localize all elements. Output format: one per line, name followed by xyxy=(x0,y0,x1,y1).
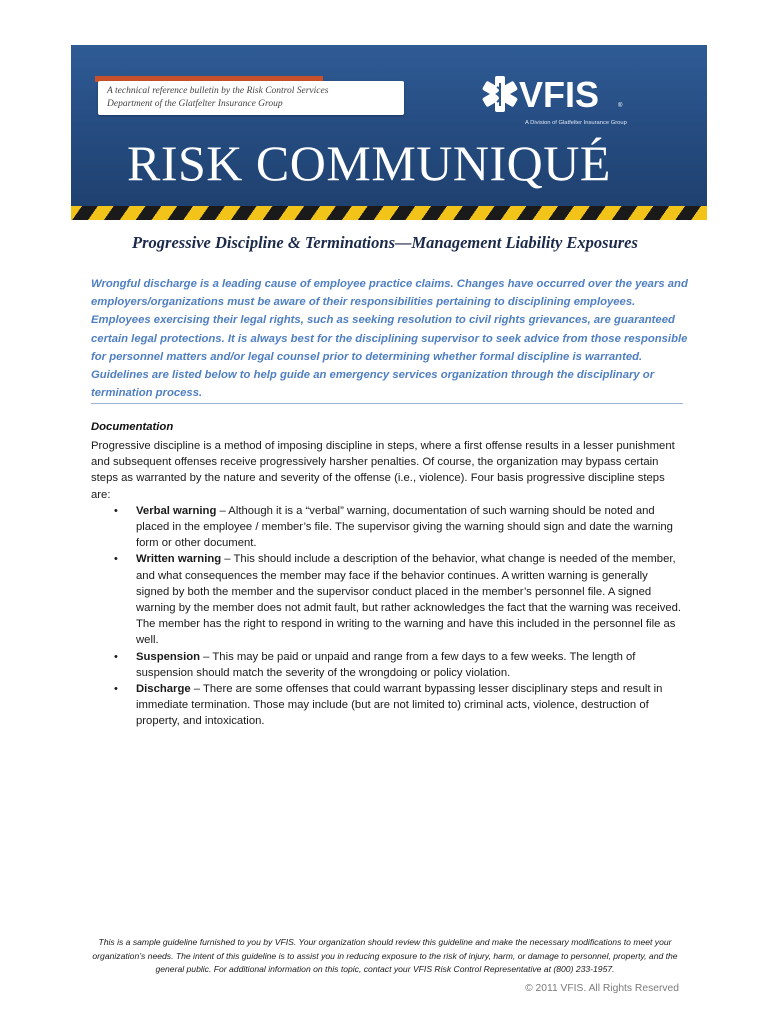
step-term: Verbal warning xyxy=(136,504,217,517)
footer-disclaimer: This is a sample guideline furnished to you by VFIS. Your organization should review this guideline and make the necessary modifications to meet your organization’s needs. The intent of this guideline is to assist you in reducing exposure to the risk of injury, harm, or damage to personnel, property, and the general public. For additional information on this topic, contact your VFIS Risk Control Representative at (800) 233-1957. xyxy=(92,937,678,974)
logo-registered-mark: ® xyxy=(618,103,623,109)
bullet-icon: • xyxy=(114,553,118,566)
star-of-life-icon xyxy=(479,73,521,115)
bullet-icon: • xyxy=(114,504,118,517)
list-item-suspension xyxy=(91,649,684,681)
section-divider xyxy=(91,403,683,404)
document-title: Progressive Discipline & Terminations—Management Liability Exposures xyxy=(132,233,638,252)
logo-subtitle: A Division of Glatfelter Insurance Group xyxy=(525,120,627,126)
body-paragraph: Progressive discipline is a method of imposing discipline in steps, where a first offense results in a lesser punishment and subsequent offenses receive progressively harsher penalties. Of course, the organization may bypass certain steps as warranted by the nature and severity of the offense (i.e., violence). Four basis progressive discipline steps are: xyxy=(91,440,675,501)
list-item-discharge xyxy=(91,681,684,730)
discipline-steps-list xyxy=(91,503,684,730)
step-text: – This may be paid or unpaid and range from a few days to a few weeks. The length of suspension should match the severity of the wrongdoing or policy violation. xyxy=(136,650,636,679)
bullet-icon: • xyxy=(114,650,118,663)
vfis-logo xyxy=(479,73,629,133)
step-term: Suspension xyxy=(136,650,201,663)
list-item-written-warning xyxy=(91,551,684,648)
header-banner xyxy=(71,45,707,220)
section-heading: Documentation xyxy=(91,421,174,433)
list-item-verbal-warning xyxy=(91,503,684,552)
copyright-notice: © 2011 VFIS. All Rights Reserved xyxy=(525,983,679,994)
intro-paragraph: Wrongful discharge is a leading cause of employee practice claims. Changes have occurred over the years and employers/organizations must be aware of their responsibilities pertaining to disciplining employees. Employees exercising their legal rights, such as seeking resolution to civil rights grievances, are guaranteed certain legal protections. It is always best for the disciplining supervisor to seek advice from those responsible for personnel matters and/or legal counsel prior to determining whether formal discipline is warranted. Guidelines are listed below to help guide an emergency services organization through the disciplinary or termination process. xyxy=(91,278,688,400)
tagline-line-1: A technical reference bulletin by the Risk Control Services xyxy=(107,86,329,96)
step-term: Written warning xyxy=(136,553,222,566)
section-body xyxy=(91,438,684,730)
step-term: Discharge xyxy=(136,683,191,696)
tagline-box xyxy=(98,81,404,115)
bullet-icon: • xyxy=(114,683,118,696)
banner-title: RISK COMMUNIQUÉ xyxy=(127,135,611,191)
logo-wordmark: VFIS xyxy=(519,74,600,115)
step-text: – Although it is a “verbal” warning, documentation of such warning should be noted and placed in the employee / member’s file. The supervisor giving the warning should sign and date the warning form or other document. xyxy=(136,504,673,550)
step-text: – There are some offenses that could warrant bypassing lesser disciplinary steps and result in immediate termination. Those may include (but are not limited to) criminal acts, violence, destruction of property, and intoxication. xyxy=(136,683,663,728)
tagline-line-2: Department of the Glatfelter Insurance Group xyxy=(107,99,283,109)
step-text: – This should include a description of the behavior, what change is needed of the member, and what consequences the member may face if the behavior continues. A written warning is generally signed by both the member and the supervisor conduct placed in the member’s personnel file. A signed warning by the member does not admit fault, but rather acknowledges the fact that the warning was received. The member has the right to respond in writing to the warning and have this included in the personnel file as well. xyxy=(136,553,682,647)
hazard-stripe xyxy=(71,206,707,220)
